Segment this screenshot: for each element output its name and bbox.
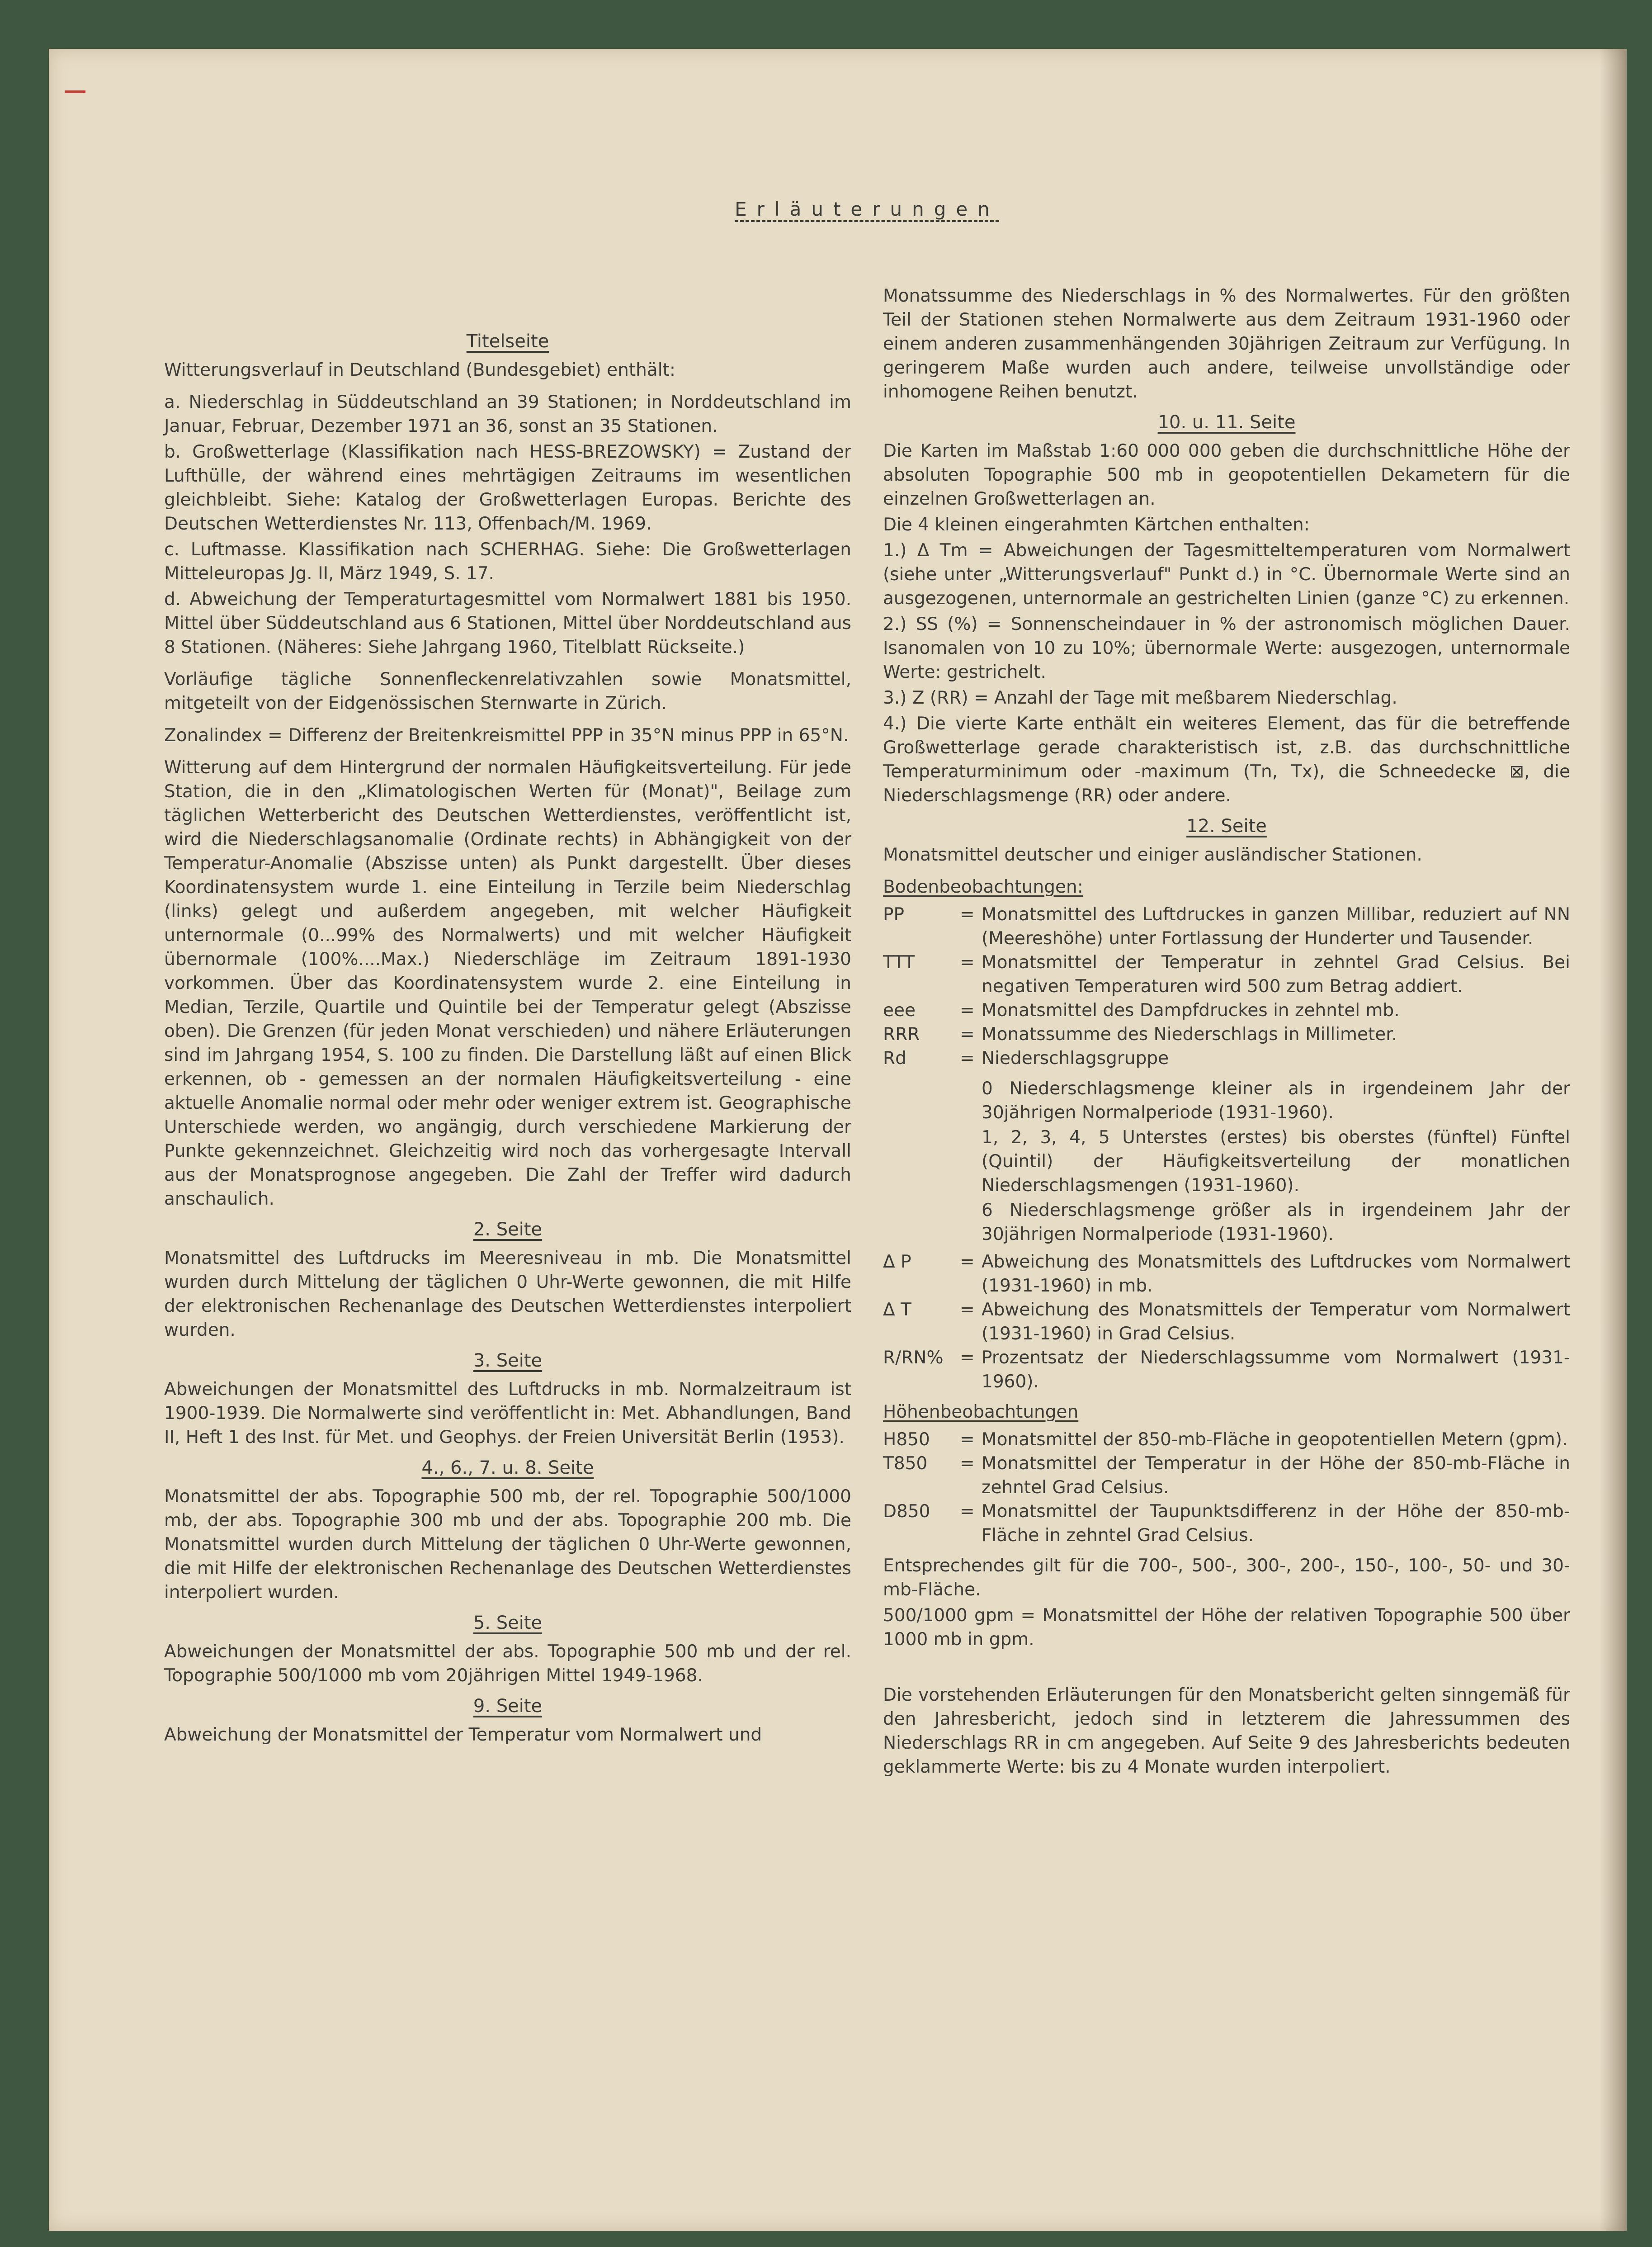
paragraph: Monatsmittel der abs. Topographie 500 mb, der rel. Topographie 500/1000 mb, der abs. Topographie 300 mb und der abs. Topographie 200 mb. Die Monatsmittel wurden durch Mittelung der täglichen 0 Uhr-Werte gewonnen, die mit Hilfe der elektronischen Rechenanlage des Deutschen Wetterdienstes interpoliert wurden. (164, 1486, 851, 1603)
section-title-seite-3: 3. Seite (473, 1350, 543, 1371)
equals-sign: = (960, 1300, 975, 1320)
paragraph: Abweichungen der Monatsmittel der abs. Topographie 500 mb und der rel. Topographie 500/1000 mb vom 20jährigen Mittel 1949-1968. (164, 1641, 851, 1686)
definition-text: Monatsmittel der Taupunktsdifferenz in der Höhe der 850-mb-Fläche in zehntel Grad Celsius. (982, 1501, 1570, 1546)
definition-symbol: T850 (883, 1453, 928, 1474)
left-column (164, 325, 851, 1755)
paragraph: Abweichungen der Monatsmittel des Luftdrucks in mb. Normalzeitraum ist 1900-1939. Die Normalwerte sind veröffentlicht in: Met. Abhandlungen, Band II, Heft 1 des Inst. für Met. und Geophys. der Freien Universität Berlin (1953). (164, 1379, 851, 1448)
definition-row (883, 1500, 1570, 1547)
paragraph: Monatsmittel des Luftdrucks im Meeresniveau in mb. Die Monatsmittel wurden durch Mittelung der täglichen 0 Uhr-Werte gewonnen, die mit Hilfe der elektronischen Rechenanlage des Deutschen Wetterdienstes interpoliert wurden. (164, 1248, 851, 1340)
definition-symbol: PP (883, 904, 905, 925)
definition-row (883, 951, 1570, 998)
definition-row (883, 1022, 1570, 1046)
paragraph: Abweichung der Monatsmittel der Temperatur vom Normalwert und (164, 1725, 762, 1745)
definition-text: Monatssumme des Niederschlags in Millimeter. (982, 1024, 1397, 1045)
equals-sign: = (960, 1252, 975, 1272)
equals-sign: = (960, 1000, 975, 1021)
section-title-seite-12: 12. Seite (1186, 816, 1267, 837)
definition-text: Monatsmittel der Temperatur in der Höhe der 850-mb-Fläche in zehntel Grad Celsius. (982, 1453, 1570, 1498)
rd-item: 6 Niederschlagsmenge größer als in irgendeinem Jahr der 30jährigen Normalperiode (1931-1960). (982, 1200, 1570, 1244)
definition-row (883, 1298, 1570, 1346)
section-title-seite-2: 2. Seite (473, 1219, 543, 1240)
definition-symbol: D850 (883, 1501, 930, 1522)
definition-row (883, 1046, 1570, 1070)
paragraph: d. Abweichung der Temperaturtagesmittel vom Normalwert 1881 bis 1950. Mittel über Süddeutschland aus 6 Stationen, Mittel über Norddeutschland aus 8 Stationen. (Näheres: Siehe Jahrgang 1960, Titelblatt Rückseite.) (164, 589, 851, 658)
definition-row (883, 1346, 1570, 1394)
definition-row (883, 1250, 1570, 1298)
definition-symbol: Δ T (883, 1300, 911, 1320)
definition-text: Monatsmittel des Luftdruckes in ganzen Millibar, reduziert auf NN (Meereshöhe) unter Fortlassung der Hunderter und Tausender. (982, 904, 1570, 949)
section-title-seite-4-8: 4., 6., 7. u. 8. Seite (421, 1457, 594, 1478)
paragraph: Vorläufige tägliche Sonnenfleckenrelativzahlen sowie Monatsmittel, mitgeteilt von der Eidgenössischen Sternwarte in Zürich. (164, 669, 851, 714)
section-title-seite-10-11: 10. u. 11. Seite (1157, 412, 1296, 433)
definition-symbol: Δ P (883, 1252, 911, 1272)
definition-table-hoehe (883, 1428, 1570, 1547)
paragraph: Monatssumme des Niederschlags in % des Normalwertes. Für den größten Teil der Stationen stehen Normalwerte aus dem Zeitraum 1931-1960 oder einem anderen zusammenhängenden 30jährigen Zeitraum zur Verfügung. In geringerem Maße wurden auch andere, teilweise unvollständige oder inhomogene Reihen benutzt. (883, 286, 1570, 402)
definition-symbol: eee (883, 1000, 916, 1021)
paragraph: Witterungsverlauf in Deutschland (Bundesgebiet) enthält: (164, 360, 676, 380)
document-page (49, 49, 1627, 2231)
paragraph: b. Großwetterlage (Klassifikation nach HESS-BREZOWSKY) = Zustand der Lufthülle, der während eines mehrtägigen Zeitraums im wesentlichen gleichbleibt. Siehe: Katalog der Großwetterlagen Europas. Berichte des Deutschen Wetterdienstes Nr. 113, Offenbach/M. 1969. (164, 442, 851, 534)
red-margin-mark (65, 90, 85, 93)
definition-row (883, 903, 1570, 951)
equals-sign: = (960, 1501, 975, 1522)
paragraph: Die Karten im Maßstab 1:60 000 000 geben die durchschnittliche Höhe der absoluten Topographie 500 mb in geopotentiellen Dekametern für die einzelnen Großwetterlagen an. (883, 441, 1570, 509)
definition-symbol: Rd (883, 1048, 906, 1069)
equals-sign: = (960, 1429, 975, 1450)
equals-sign: = (960, 1453, 975, 1474)
paragraph: 3.) Z (RR) = Anzahl der Tage mit meßbarem Niederschlag. (883, 688, 1397, 708)
subheading-bodenbeobachtungen: Bodenbeobachtungen: (883, 877, 1083, 897)
equals-sign: = (960, 1048, 975, 1069)
rd-item: 0 Niederschlagsmenge kleiner als in irgendeinem Jahr der 30jährigen Normalperiode (1931-1960). (982, 1079, 1570, 1123)
definition-row (883, 1452, 1570, 1500)
definition-row (883, 1428, 1570, 1452)
equals-sign: = (960, 952, 975, 973)
paragraph: 4.) Die vierte Karte enthält ein weiteres Element, das für die betreffende Großwetterlage gerade charakteristisch ist, z.B. das durchschnittliche Temperaturminimum oder -maximum (Tn, Tx), die Schneedecke ⊠, die Niederschlagsmenge (RR) oder andere. (883, 714, 1570, 806)
paragraph: Zonalindex = Differenz der Breitenkreismittel PPP in 35°N minus PPP in 65°N. (164, 725, 849, 746)
equals-sign: = (960, 1024, 975, 1045)
definition-text: Abweichung des Monatsmittels der Temperatur vom Normalwert (1931-1960) in Grad Celsius. (982, 1300, 1570, 1344)
definition-text: Prozentsatz der Niederschlagssumme vom Normalwert (1931-1960). (982, 1348, 1570, 1392)
subheading-hoehenbeobachtungen: Höhenbeobachtungen (883, 1402, 1079, 1422)
definition-text: Abweichung des Monatsmittels des Luftdruckes vom Normalwert (1931-1960) in mb. (982, 1252, 1570, 1296)
right-column (883, 284, 1570, 1787)
page-heading: Erläuterungen (735, 198, 1000, 220)
paragraph: Witterung auf dem Hintergrund der normalen Häufigkeitsverteilung. Für jede Station, die in den „Klimatologischen Werten für (Monat)", Beilage zum täglichen Wetterbericht des Deutschen Wetterdienstes, veröffentlicht ist, wird die Niederschlagsanomalie (Ordinate rechts) in Abhängigkeit von der Temperatur-Anomalie (Abszisse unten) als Punkt dargestellt. Über dieses Koordinatensystem wurde 1. eine Einteilung in Terzile beim Niederschlag (links) gelegt und außerdem angegeben, mit welcher Häufigkeit unternormale (0...99% des Normalwerts) und mit welcher Häufigkeit übernormale (100%....Max.) Niederschläge im Zeitraum 1891-1930 vorkommen. Über das Koordinatensystem wurde 2. eine Einteilung in Median, Terzile, Quartile und Quintile bei der Temperatur gelegt (Abszisse oben). Die Grenzen (für jeden Monat verschieden) und nähere Erläuterungen sind im Jahrgang 1954, S. 100 zu finden. Die Darstellung läßt auf einen Blick erkennen, ob - gemessen an der normalen Häufigkeitsverteilung - eine aktuelle Anomalie normal oder mehr oder weniger extrem ist. Geographische Unterschiede werden, wo angängig, durch verschiedene Markierung der Punkte gekennzeichnet. Gleichzeitig wird noch das vorhergesagte Intervall aus der Monatsprognose angegeben. Die Zahl der Treffer wird dadurch anschaulich. (164, 757, 851, 1209)
definition-table-abweichung (883, 1250, 1570, 1394)
section-title-seite-9: 9. Seite (473, 1696, 543, 1717)
paragraph: c. Luftmasse. Klassifikation nach SCHERHAG. Siehe: Die Großwetterlagen Mitteleuropas Jg. II, März 1949, S. 17. (164, 539, 851, 584)
paragraph: 500/1000 gpm = Monatsmittel der Höhe der relativen Topographie 500 über 1000 mb in gpm. (883, 1605, 1570, 1650)
definition-symbol: H850 (883, 1429, 930, 1450)
definition-text: Niederschlagsgruppe (982, 1048, 1169, 1069)
definition-text: Monatsmittel der 850-mb-Fläche in geopotentiellen Metern (gpm). (982, 1429, 1568, 1450)
equals-sign: = (960, 904, 975, 925)
paragraph: Monatsmittel deutscher und einiger ausländischer Stationen. (883, 845, 1422, 865)
definition-symbol: R/RN% (883, 1348, 944, 1368)
paragraph: Entsprechendes gilt für die 700-, 500-, 300-, 200-, 150-, 100-, 50- und 30-mb-Fläche. (883, 1556, 1570, 1600)
section-title-titelseite: Titelseite (466, 331, 549, 352)
definition-symbol: RRR (883, 1024, 920, 1045)
equals-sign: = (960, 1348, 975, 1368)
definition-text: Monatsmittel des Dampfdruckes in zehntel mb. (982, 1000, 1400, 1021)
section-title-seite-5: 5. Seite (473, 1613, 543, 1633)
definition-symbol: TTT (883, 952, 915, 973)
definition-text: Monatsmittel der Temperatur in zehntel Grad Celsius. Bei negativen Temperaturen wird 500 zum Betrag addiert. (982, 952, 1570, 997)
definition-row (883, 998, 1570, 1022)
paragraph: Die vorstehenden Erläuterungen für den Monatsbericht gelten sinngemäß für den Jahresbericht, jedoch sind in letzterem die Jahressummen des Niederschlags RR in cm angegeben. Auf Seite 9 des Jahresberichts bedeuten geklammerte Werte: bis zu 4 Monate wurden interpoliert. (883, 1685, 1570, 1777)
paragraph: Die 4 kleinen eingerahmten Kärtchen enthalten: (883, 515, 1310, 535)
paragraph: a. Niederschlag in Süddeutschland an 39 Stationen; in Norddeutschland im Januar, Februar, Dezember 1971 an 36, sonst an 35 Stationen. (164, 392, 851, 436)
paragraph: 2.) SS (%) = Sonnenscheindauer in % der astronomisch möglichen Dauer. Isanomalen von 10 zu 10%; übernormale Werte: ausgezogen, unternormale Werte: gestrichelt. (883, 614, 1570, 682)
definition-table-boden (883, 903, 1570, 1070)
paragraph: 1.) Δ Tm = Abweichungen der Tagesmitteltemperaturen vom Normalwert (siehe unter „Witterungsverlauf" Punkt d.) in °C. Übernormale Werte sind an ausgezogenen, unternormale an gestrichelten Linien (ganze °C) zu erkennen. (883, 540, 1570, 609)
binding-shadow (1600, 49, 1627, 2231)
rd-item: 1, 2, 3, 4, 5 Unterstes (erstes) bis oberstes (fünftel) Fünftel (Quintil) der Häufigkeitsverteilung der monatlichen Niederschlagsmengen (1931-1960). (982, 1127, 1570, 1196)
